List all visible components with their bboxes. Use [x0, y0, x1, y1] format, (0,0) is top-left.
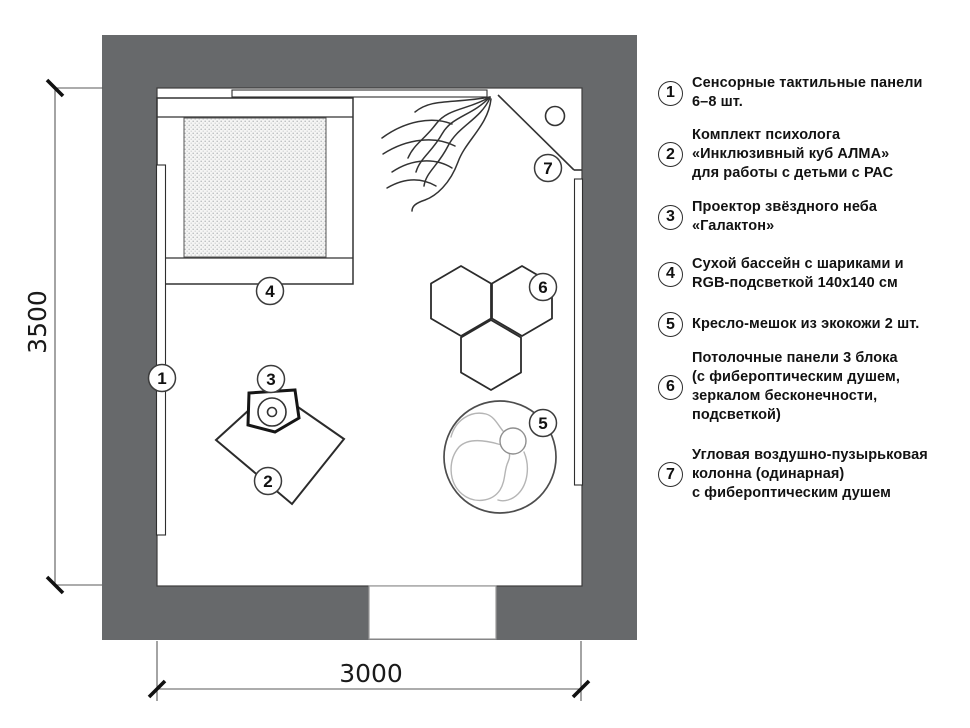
- marker-6: [530, 274, 557, 301]
- marker-3: [258, 366, 285, 393]
- legend-marker-2: 2: [658, 142, 683, 167]
- legend-item-3-line: Проектор звёздного неба: [692, 199, 878, 215]
- legend-item-3-line: «Галактон»: [692, 218, 775, 234]
- legend: [658, 0, 970, 728]
- legend-marker-7: 7: [658, 462, 683, 487]
- legend-item-7-line: с фибероптическим душем: [692, 485, 891, 501]
- dry-pool-balls: [184, 118, 326, 257]
- legend-marker-6: 6: [658, 375, 683, 400]
- svg-text:3: 3: [266, 370, 276, 389]
- legend-marker-3: 3: [658, 205, 683, 230]
- dry-pool: [157, 98, 353, 284]
- legend-item-2-line: Комплект психолога: [692, 127, 841, 143]
- legend-item-6: [658, 349, 900, 425]
- legend-item-7-line: колонна (одинарная): [692, 466, 845, 482]
- svg-text:4: 4: [265, 282, 275, 301]
- marker-7: [535, 155, 562, 182]
- dim-line-height: [47, 80, 103, 593]
- legend-item-2: [658, 126, 893, 183]
- wall-panel-top: [232, 90, 487, 97]
- legend-item-3: [658, 198, 877, 236]
- legend-marker-4: 4: [658, 262, 683, 287]
- legend-item-7: [658, 446, 928, 503]
- dim-label-height: 3500: [23, 290, 52, 354]
- svg-text:6: 6: [538, 278, 548, 297]
- legend-item-1-line: 6–8 шт.: [692, 94, 743, 110]
- wall-panel-left: [157, 165, 166, 535]
- legend-item-6-line: (с фибероптическим душем,: [692, 369, 900, 385]
- svg-text:1: 1: [157, 369, 167, 388]
- legend-item-1-line: Сенсорные тактильные панели: [692, 75, 923, 91]
- svg-text:5: 5: [538, 414, 548, 433]
- legend-item-6-line: подсветкой): [692, 407, 781, 423]
- marker-5: [530, 410, 557, 437]
- wall-panel-right: [575, 179, 583, 485]
- door-opening: [369, 586, 496, 639]
- legend-item-2-line: «Инклюзивный куб АЛМА»: [692, 146, 890, 162]
- marker-2: [255, 468, 282, 495]
- legend-item-6-line: зеркалом бесконечности,: [692, 388, 878, 404]
- legend-item-7-line: Угловая воздушно-пузырьковая: [692, 447, 928, 463]
- svg-text:7: 7: [543, 159, 553, 178]
- legend-item-6-line: Потолочные панели 3 блока: [692, 350, 898, 366]
- legend-item-4-line: Сухой бассейн с шариками и: [692, 256, 904, 272]
- legend-item-4: [658, 255, 904, 293]
- legend-marker-1: 1: [658, 81, 683, 106]
- svg-text:2: 2: [263, 472, 273, 491]
- legend-item-5-line: Кресло-мешок из экокожи 2 шт.: [692, 316, 920, 332]
- dim-label-width: 3000: [339, 659, 403, 688]
- bubble-column-circle: [546, 107, 565, 126]
- legend-item-2-line: для работы с детьми с РАС: [692, 165, 894, 181]
- legend-item-5: [658, 312, 919, 337]
- legend-item-1: [658, 74, 923, 112]
- marker-1: [149, 365, 176, 392]
- legend-marker-5: 5: [658, 312, 683, 337]
- legend-item-4-line: RGB-подсветкой 140х140 см: [692, 275, 898, 291]
- marker-4: [257, 278, 284, 305]
